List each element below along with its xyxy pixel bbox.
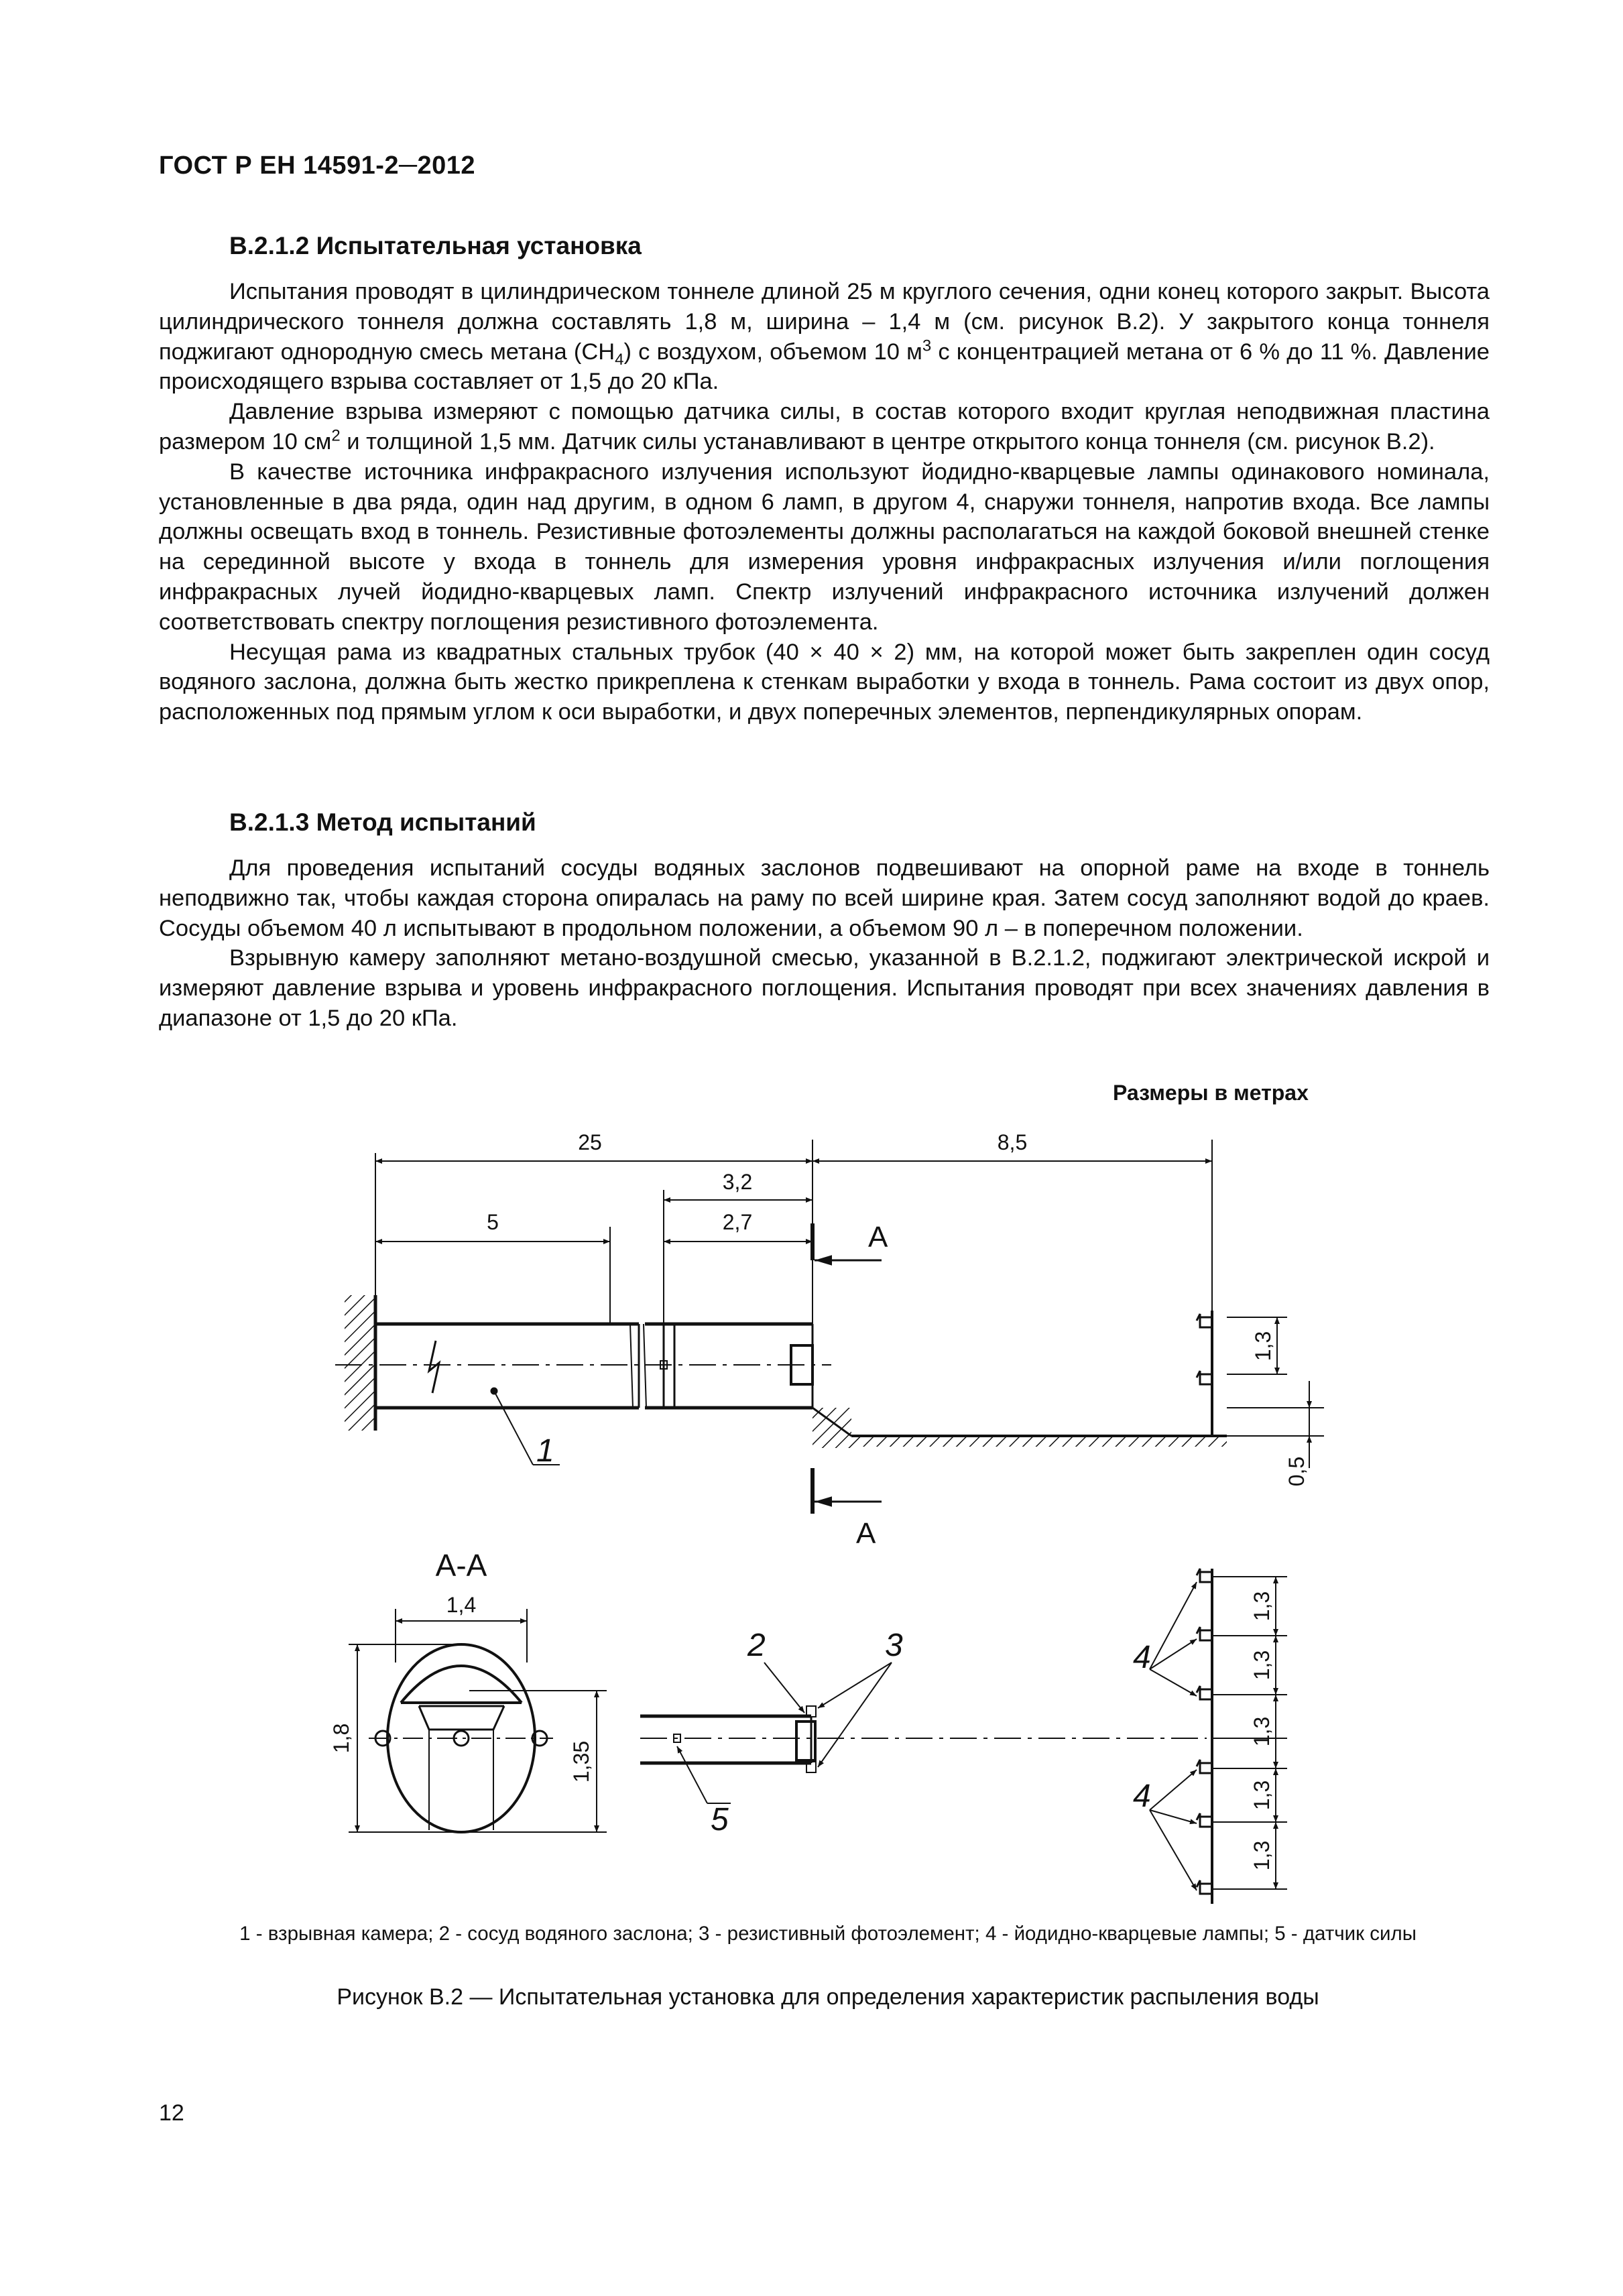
page-number: 12 bbox=[159, 2100, 184, 2126]
dim-label-1-3: 1,3 bbox=[1251, 1331, 1275, 1362]
text-run: Испытания проводят в цилиндрическом тоннеле длиной 25 м круглого сечения, одни конец которого закрыт. Высота цилиндрического тоннеля должна составлять 1,8 м, ширина – 1,4 м (см. рисунок В.2). У закрытого конца тоннеля поджигают однородную смесь метана (CH bbox=[159, 279, 1490, 365]
text-run: ) с воздухом, объемом 10 м bbox=[623, 339, 922, 365]
dim-label-8-5: 8,5 bbox=[997, 1130, 1028, 1154]
text-run: Давление взрыва измеряют с помощью датчика силы, в состав которого входит круглая неподвижная пластина размером 10 см bbox=[159, 399, 1490, 455]
callout-3: 3 bbox=[885, 1628, 903, 1663]
dim-label-2-7: 2,7 bbox=[722, 1210, 753, 1234]
dim-label-1-4: 1,4 bbox=[446, 1593, 477, 1617]
paragraph: Несущая рама из квадратных стальных трубок (40 × 40 × 2) мм, на которой может быть закреплен один сосуд водяного заслона, должна быть жестко прикреплена к стенкам выработки у входа в тоннель. Рама состоит из двух опор, расположенных под прямым углом к оси выработки, и двух поперечных элементов, перпендикулярных опорам. bbox=[159, 639, 1490, 725]
dim-label-5: 5 bbox=[487, 1210, 499, 1234]
paragraph: Для проведения испытаний сосуды водяных заслонов подвешивают на опорной раме на входе в тоннель неподвижно так, чтобы каждая сторона опиралась на раму по всей ширине края. Затем сосуд заполняют водой до краев. Сосуды объемом 40 л испытывают в продольном положении, а объемом 90 л – в поперечном положении. bbox=[159, 855, 1490, 941]
section-title-a-a: A-A bbox=[435, 1548, 487, 1583]
paragraph: Взрывную камеру заполняют метано-воздушной смесью, указанной в В.2.1.2, поджигают электрической искрой и измеряют давление взрыва и уровень инфракрасного поглощения. Испытания проводят при всех значениях давления в диапазоне от 1,5 до 20 кПа. bbox=[159, 945, 1490, 1031]
subscript: 4 bbox=[615, 350, 624, 369]
section-heading-b212: В.2.1.2 Испытательная установка bbox=[229, 232, 642, 259]
figure-legend: 1 - взрывная камера; 2 - сосуд водяного заслона; 3 - резистивный фотоэлемент; 4 - йодидно-кварцевые лампы; 5 - датчик силы bbox=[239, 1923, 1417, 1945]
text-run: с концентрацией метана от 6 % до 11 %. Давление происходящего взрыва составляет от 1,5 до 20 кПа. bbox=[159, 339, 1490, 395]
callout-1: 1 bbox=[536, 1433, 554, 1469]
callout-4: 4 bbox=[1133, 1778, 1151, 1814]
dim-label-25: 25 bbox=[578, 1130, 602, 1154]
dim-label-1-3: 1,3 bbox=[1250, 1840, 1274, 1871]
dim-label-3-2: 3,2 bbox=[722, 1170, 753, 1194]
dim-label-1-8: 1,8 bbox=[329, 1723, 353, 1754]
dim-label-1-3: 1,3 bbox=[1250, 1591, 1274, 1622]
units-note: Размеры в метрах bbox=[1113, 1081, 1309, 1105]
figure-caption: Рисунок В.2 — Испытательная установка для определения характеристик распыления воды bbox=[337, 1984, 1319, 2010]
document-code-header: ГОСТ Р ЕН 14591-2─2012 bbox=[159, 152, 476, 180]
dim-label-1-35: 1,35 bbox=[569, 1740, 593, 1783]
paragraph: В качестве источника инфракрасного излучения используют йодидно-кварцевые лампы одинакового номинала, установленные в два ряда, один над другим, в одном 6 ламп, в другом 4, снаружи тоннеля, напротив входа. Все лампы должны освещать вход в тоннель. Резистивные фотоэлементы должны располагаться на каждой боковой внешней стенке на серединной высоте у входа в тоннель для измерения уровня инфракрасных излучения и/или поглощения инфракрасных лучей йодидно-кварцевых ламп. Спектр излучений инфракрасного источника излучений должен соответствовать спектру поглощения резистивного фотоэлемента. bbox=[159, 459, 1490, 635]
dim-label-1-3: 1,3 bbox=[1250, 1780, 1274, 1811]
spark-icon bbox=[429, 1341, 439, 1393]
callout-5: 5 bbox=[711, 1802, 729, 1837]
section-heading-b213: В.2.1.3 Метод испытаний bbox=[229, 808, 536, 836]
callout-2: 2 bbox=[747, 1628, 766, 1663]
dim-label-1-3: 1,3 bbox=[1250, 1716, 1274, 1747]
dim-label-0-5: 0,5 bbox=[1284, 1456, 1309, 1487]
text-run: и толщиной 1,5 мм. Датчик силы устанавливают в центре открытого конца тоннеля (см. рисунок В.2). bbox=[340, 428, 1435, 455]
dim-label-1-3: 1,3 bbox=[1250, 1650, 1274, 1681]
section-mark-a-bottom: A bbox=[856, 1517, 876, 1550]
section-mark-a-top: A bbox=[868, 1221, 888, 1254]
callout-4: 4 bbox=[1133, 1640, 1151, 1675]
superscript: 3 bbox=[922, 337, 932, 355]
superscript: 2 bbox=[331, 426, 341, 445]
closed-end-wall-hatch bbox=[345, 1295, 375, 1431]
